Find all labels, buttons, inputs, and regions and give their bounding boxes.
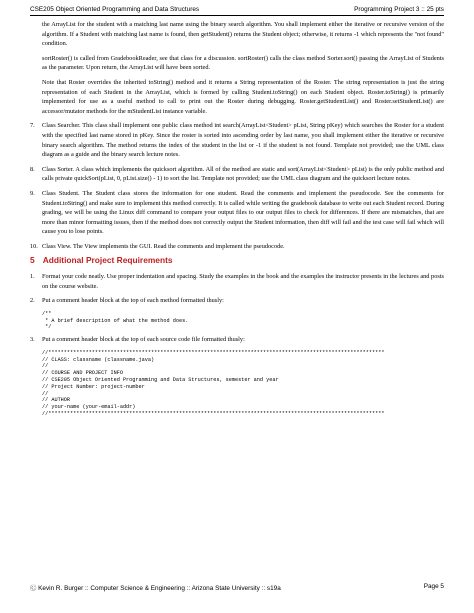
list-item-number: 7.: [30, 122, 35, 130]
requirement-item-file-header: [30, 335, 444, 345]
list-item-number: 9.: [30, 189, 35, 197]
footer-copyright: Ⓒ Kevin R. Burger :: Computer Science & Engineering :: Arizona State University :: s19a: [30, 585, 281, 592]
list-item-text: Class Student. The Student class stores the information for one student. Read the comments and implement the pseudocode. See the comments for Student.toString() and make sure to implement this method correctly. It is called while writing the gradebook database to write out each Student record. During grading, we will be using the Linux diff command to compare your output files to our output files to check for differences. If there are mismatches, that are more than minor formatting issues, then if the method does not correctly output the Student information, then diff will fail and the test case will fail which will cause you to lose points.: [42, 189, 444, 236]
file-header-code-block: //************************************************************************************************************ // CLASS: classname (classname.java) // // COURSE AND PROJECT INFO // CSE205 Object Oriented Programming and Data Structures, semester and year // Project Number: project-number // // AUTHOR // your-name (your-email-addr) //************************************************************************************************************: [42, 349, 385, 417]
requirement-item-method-header: [30, 296, 444, 306]
page-header: [30, 6, 444, 16]
page-footer: [30, 583, 444, 592]
tostring-note-paragraph: Note that Roster overrides the inherited toString() method and it returns a String representation of the Roster. The string representation is just the string representation of each Student in the ArrayList, which is formed by calling Student.toString() on each Student object. Roster.toString() is primarily implemented for use as a useful method to call to print out the Roster during debugging. Roster.getStudentList() and Roster.setStudentList() are accessor/mutator methods for the mStudentList instance variable.: [42, 78, 444, 115]
list-item-searcher: [30, 121, 444, 159]
page-content: [30, 20, 444, 422]
list-item-number: 3.: [30, 336, 35, 344]
list-item-view: [30, 242, 444, 252]
method-header-code-block: /** * A brief description of what the method does. */: [42, 310, 189, 331]
sortroster-paragraph: sortRoster() is called from GradebookReader, see that class for a discussion. sortRoster() calls the class method Sorter.sort() passing the ArrayList of Students as the parameter. Upon return, the ArrayList will have been sorted.: [42, 54, 444, 72]
section-heading: [30, 256, 444, 266]
list-item-sorter: [30, 165, 444, 184]
intro-paragraph: the ArrayList for the student with a matching last name using the binary search algorithm. You shall implement either the iterative or recursive version of the algorithm. If a Student with matching last name is found, then getStudent() returns the Student object; otherwise, it returns -1 which represents the "not found" condition.: [42, 21, 444, 48]
list-item-text: Class Sorter. A class which implements the quicksort algorithm. All of the method are static and sort(ArrayList<Student> pList) is the only public method and calls private quickSort(pList, 0, pList.size() - 1) to sort the list. Template not provided; use the UML class diagram and the quicksort lecture notes.: [42, 165, 444, 183]
list-item-student: [30, 189, 444, 237]
list-item-text: Put a comment header block at the top of each source code file formatted thusly:: [42, 336, 245, 344]
list-item-text: Format your code neatly. Use proper indentation and spacing. Study the examples in the book and the examples the instructor presents in the lectures and posts on the course website.: [42, 273, 444, 290]
header-project-title: Programming Project 3 :: 25 pts: [354, 6, 444, 13]
list-item-text: Put a comment header block at the top of each method formatted thusly:: [42, 297, 224, 305]
section-number: 5: [30, 255, 35, 266]
header-course-title: CSE205 Object Oriented Programming and Data Structures: [30, 6, 200, 13]
requirement-item-format: [30, 272, 444, 291]
section-title: Additional Project Requirements: [42, 255, 173, 266]
list-item-number: 2.: [30, 297, 35, 305]
footer-page-number: Page 5: [423, 583, 444, 590]
list-item-text: Class Searcher. This class shall implement one public class method int search(ArrayList<Student> pList, String pKey) which searches the Roster for a student with the specified last name stored in pKey. Since the roster is sorted into ascending order by last name, you shall implement either the iterative or recursive binary search algorithm. The method returns the index of the student in the list or -1 if the student is not found. Template not provided; use the UML class diagram as a guide and the binary search lecture notes.: [42, 122, 444, 159]
list-item-number: 1.: [30, 273, 35, 281]
list-item-number: 8.: [30, 165, 35, 173]
list-item-text: Class View. The View implements the GUI. Read the comments and implement the pseudocode.: [42, 242, 285, 250]
list-item-number: 10.: [30, 242, 38, 250]
